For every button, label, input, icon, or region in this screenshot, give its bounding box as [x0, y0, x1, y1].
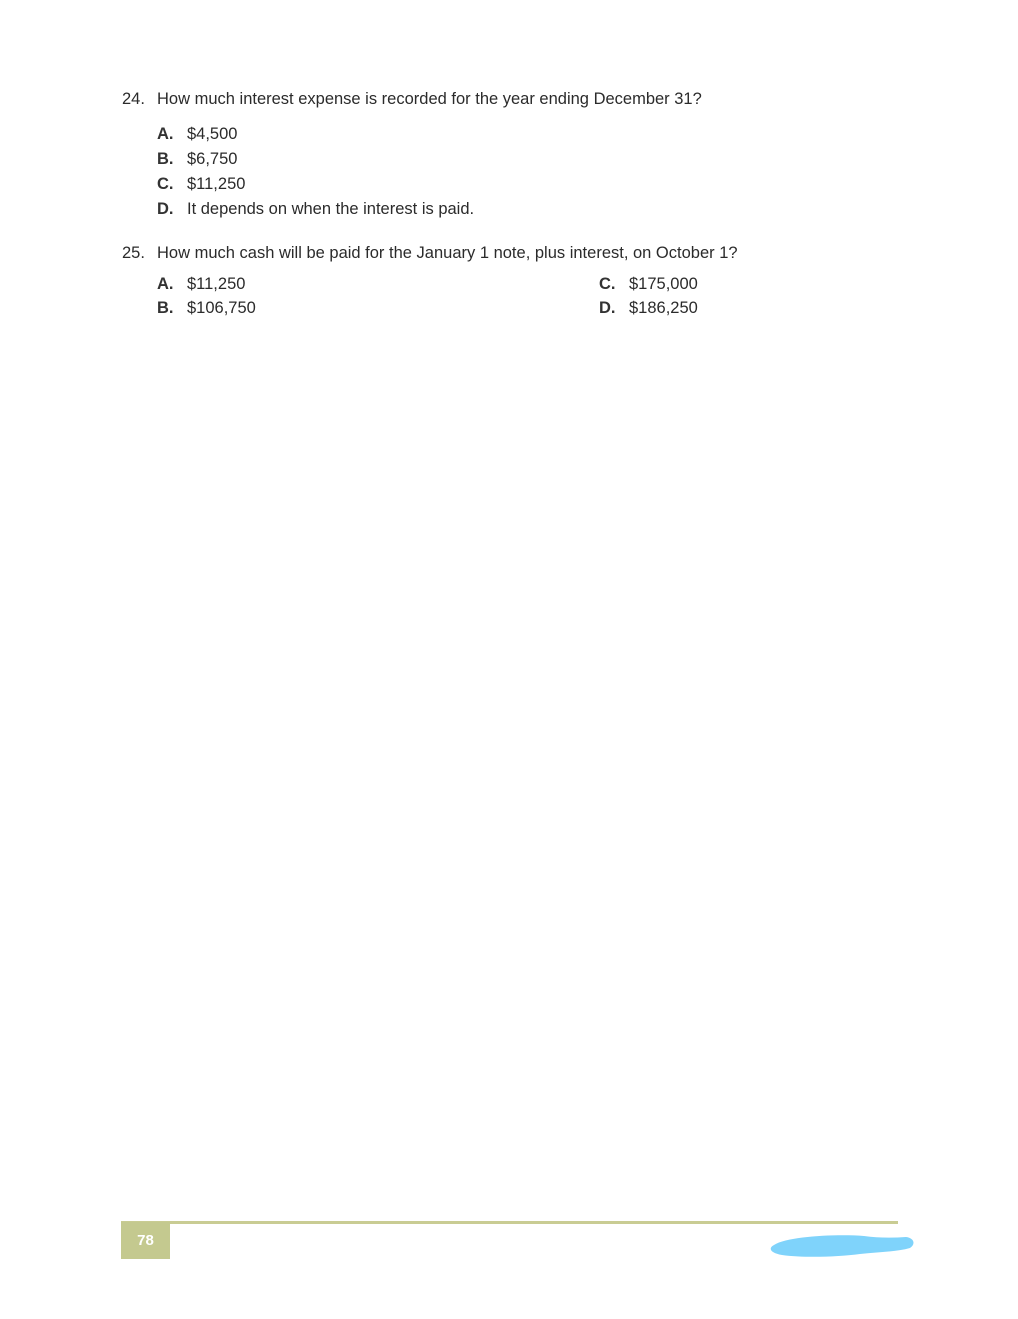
option-25-b[interactable]	[157, 298, 256, 318]
option-letter: C.	[157, 175, 174, 193]
option-letter: D.	[599, 299, 616, 317]
option-text: $4,500	[187, 125, 238, 143]
option-24-c[interactable]	[157, 174, 245, 194]
option-text: It depends on when the interest is paid.	[187, 200, 475, 218]
option-25-c[interactable]	[599, 274, 698, 294]
option-letter: A.	[157, 125, 174, 143]
question-24	[122, 89, 702, 109]
question-number: 25.	[122, 244, 145, 262]
option-text: $186,250	[629, 299, 698, 317]
redaction-mark	[771, 1235, 914, 1257]
option-letter: D.	[157, 200, 174, 218]
option-letter: B.	[157, 299, 174, 317]
option-letter: B.	[157, 150, 174, 168]
question-text: How much interest expense is recorded for the year ending December 31?	[157, 90, 702, 108]
option-text: $175,000	[629, 275, 698, 293]
option-text: $11,250	[187, 175, 246, 193]
option-text: $106,750	[187, 299, 256, 317]
option-24-a[interactable]	[157, 124, 237, 144]
page-number-badge	[121, 1222, 170, 1259]
page-number: 78	[137, 1232, 154, 1249]
question-text: How much cash will be paid for the January 1 note, plus interest, on October 1?	[157, 244, 738, 262]
option-24-b[interactable]	[157, 149, 237, 169]
option-text: $11,250	[187, 275, 246, 293]
option-25-d[interactable]	[599, 298, 698, 318]
question-25	[122, 243, 738, 263]
option-24-d[interactable]	[157, 199, 474, 219]
option-letter: C.	[599, 275, 616, 293]
redaction-scribble	[768, 1232, 916, 1258]
question-number: 24.	[122, 90, 145, 108]
option-text: $6,750	[187, 150, 238, 168]
option-25-a[interactable]	[157, 274, 245, 294]
footer-rule	[121, 1221, 898, 1224]
option-letter: A.	[157, 275, 174, 293]
